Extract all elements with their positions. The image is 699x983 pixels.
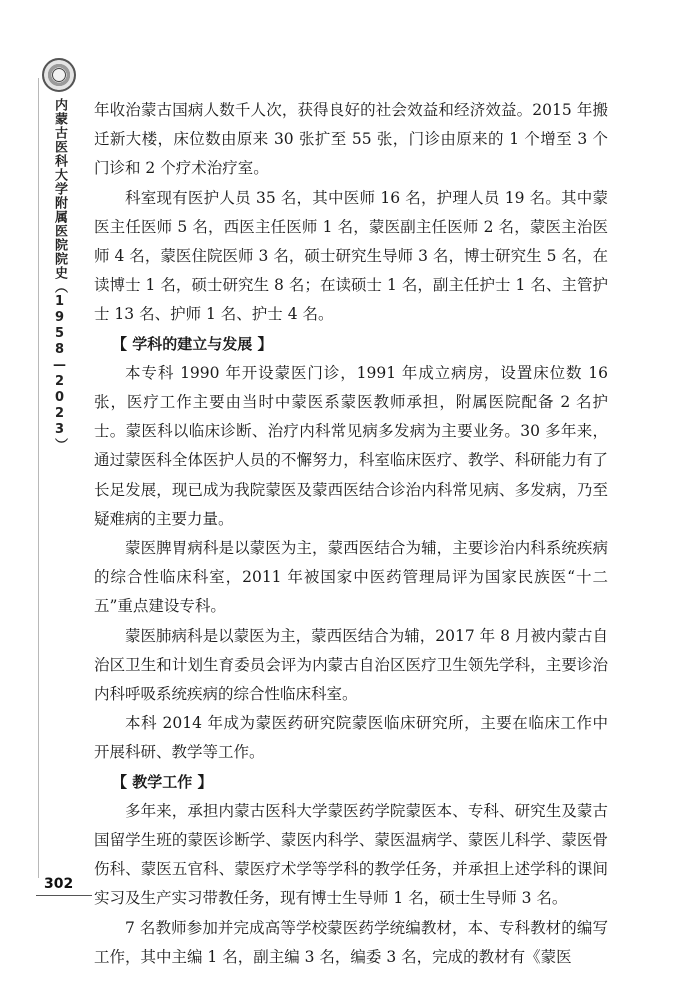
- paragraph: 蒙医肺病科是以蒙医为主，蒙西医结合为辅，2017 年 8 月被内蒙古自治区卫生和计划生育委员会评为内蒙古自治区医疗卫生领先学科，主要诊治内科呼吸系统疾病的综合性临床科室。: [94, 626, 608, 704]
- page-number: 302: [36, 876, 73, 892]
- paragraph: 年收治蒙古国病人数千人次，获得良好的社会效益和经济效益。2015 年搬迁新大楼，床位数由原来 30 张扩至 55 张，门诊由原来的 1 个增至 3 个门诊和 2 个疗术治疗室。: [94, 101, 608, 178]
- book-title: 内蒙古医科大学附属医院院史（1958—2023）: [52, 98, 67, 452]
- university-logo-icon: [42, 58, 76, 92]
- paragraph: 本专科 1990 年开设蒙医门诊，1991 年成立病房，设置床位数 16 张，医疗工作主要由当时中蒙医系蒙医教师承担，附属医院配备 2 名护士。蒙医科以临床诊断、治疗内科常见病多发病为主要业务。30 多年来，通过蒙医科全体医护人员的不懈努力，科室临床医疗、教学、科研能力有了长足发展，现已成为我院蒙医及蒙西医结合诊治内科常见病、多发病，乃至疑难病的主要力量。: [94, 363, 608, 528]
- section-heading-teaching: 【 教学工作 】: [112, 772, 213, 791]
- section-heading-discipline: 【 学科的建立与发展 】: [112, 334, 273, 353]
- paragraph: 科室现有医护人员 35 名，其中医师 16 名，护理人员 19 名。其中蒙医主任医师 5 名，西医主任医师 1 名，蒙医副主任医师 2 名，蒙医主治医师 4 名，蒙医住院医师 3 名，硕士研究生导师 3 名，博士研究生 5 名，在读博士 1 名，硕士研究生 8 名；在读硕士 1 名，副主任护士 1 名、主管护士 13 名、护师 1 名、护士 4 名。: [94, 188, 608, 324]
- page-body: [94, 96, 608, 972]
- paragraph: 本科 2014 年成为蒙医药研究院蒙医临床研究所，主要在临床工作中开展科研、教学等工作。: [94, 714, 608, 762]
- paragraph: 7 名教师参加并完成高等学校蒙医药学统编教材，本、专科教材的编写工作，其中主编 1 名，副主编 3 名，编委 3 名，完成的教材有《蒙医: [94, 918, 608, 966]
- side-rule: [38, 78, 39, 878]
- paragraph: 蒙医脾胃病科是以蒙医为主，蒙西医结合为辅，主要诊治内科系统疾病的综合性临床科室，2011 年被国家中医药管理局评为国家民族医“十二五”重点建设专科。: [94, 539, 608, 616]
- paragraph: 多年来，承担内蒙古医科大学蒙医药学院蒙医本、专科、研究生及蒙古国留学生班的蒙医诊断学、蒙医内科学、蒙医温病学、蒙医儿科学、蒙医骨伤科、蒙医五官科、蒙医疗术学等学科的教学任务，并承担上述学科的课间实习及生产实习带教任务，现有博士生导师 1 名，硕士生导师 3 名。: [94, 801, 608, 908]
